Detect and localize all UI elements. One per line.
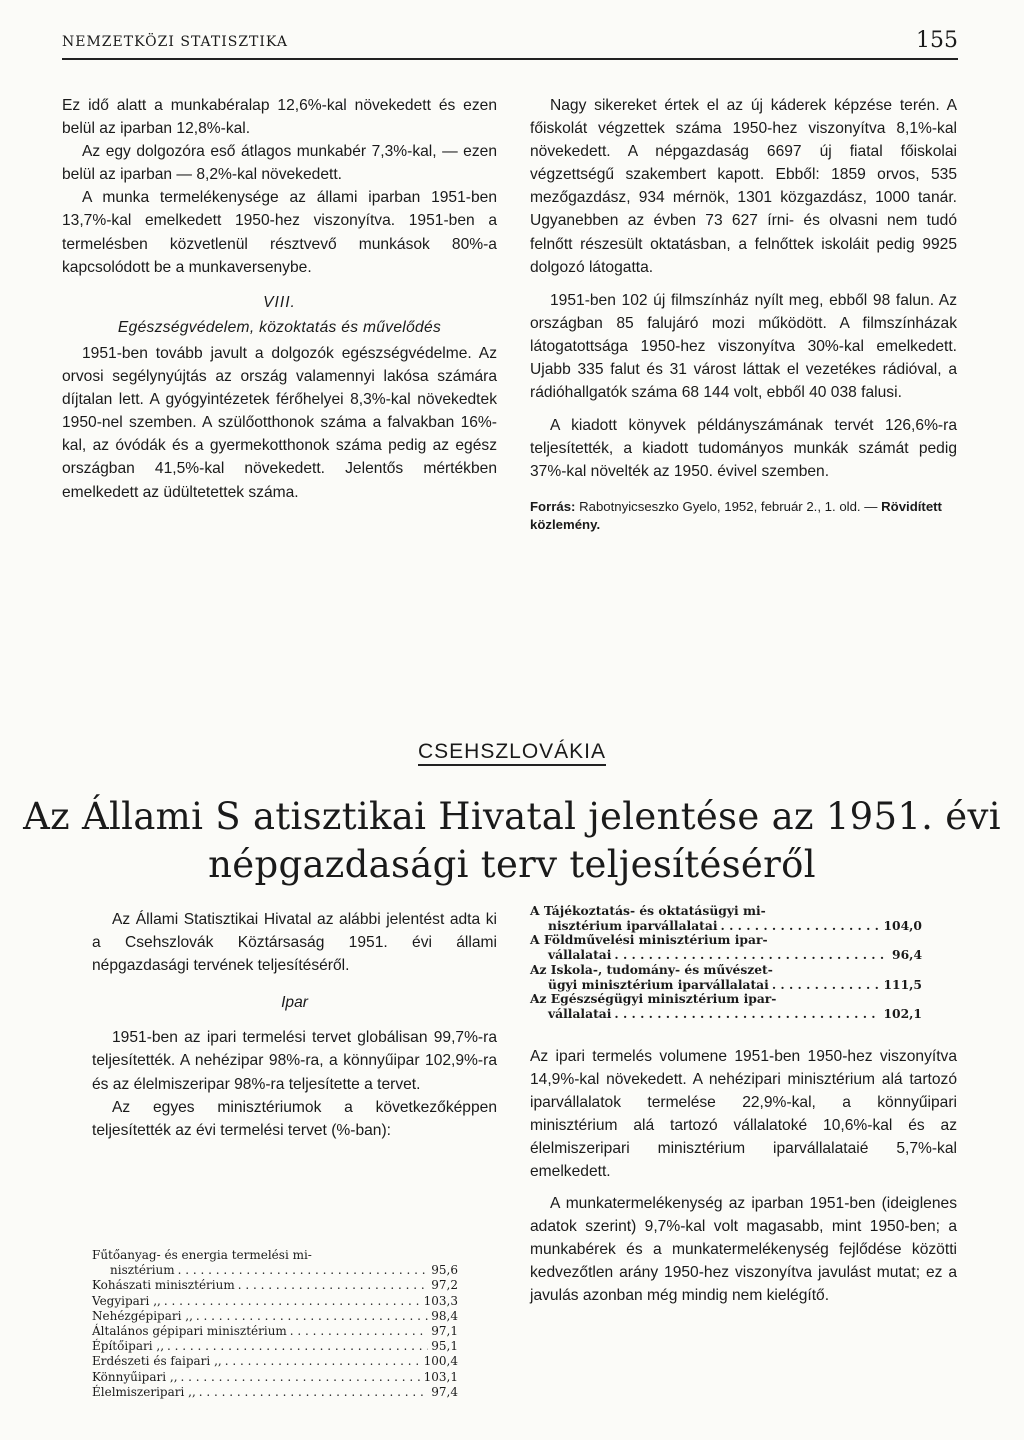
paragraph: Az egy dolgozóra eső átlagos munkabér 7,3%-kal, — ezen belül az iparban — 8,2%-kal növekedett. xyxy=(62,143,497,184)
table-row xyxy=(530,948,922,963)
row-value: 111,5 xyxy=(883,976,922,992)
bottom-right-column xyxy=(530,1045,957,1307)
paragraph: Nagy sikereket értek el az új káderek képzése terén. A főiskolát végzettek száma 1950-hez viszonyítva 8,1%-kal növekedett. A népgazdaság 6697 új fiatal főiskolai végzettségű szakembert kapott. Ebből: 1859 orvos, 535 mezőgazdász, 934 mérnök, 1301 közgazdász, 1000 tanár. Ugyanebben az évben 73 627 írni- és olvasni nem tudó felnőtt részesült oktatásban, a felnőttek iskoláit pedig 9925 dolgozó látogatta. xyxy=(530,97,957,276)
table-row xyxy=(92,1354,458,1369)
table-row xyxy=(92,1294,458,1309)
row-value: 95,1 xyxy=(431,1339,458,1354)
table-row xyxy=(530,904,922,919)
section-title: Egészségvédelem, közoktatás és művelődés xyxy=(117,318,442,336)
leader-dots xyxy=(721,919,881,934)
paragraph: Ez idő alatt a munkabéralap 12,6%-kal növekedett és ezen belül az iparban 12,8%-kal. xyxy=(62,97,497,138)
row-value: 102,1 xyxy=(883,1005,922,1021)
source-text: Rabotnyicseszko Gyelo, 1952, február 2., 1. old. — xyxy=(579,498,878,514)
article-title xyxy=(0,793,1024,889)
row-label: ügyi minisztérium iparvállalatai xyxy=(548,976,769,992)
row-value: 97,4 xyxy=(431,1384,458,1399)
leader-dots xyxy=(290,1324,428,1339)
paragraph: 1951-ben tovább javult a dolgozók egészségvédelme. Az orvosi segélynyújtás az ország valamennyi lakósa számára díjtalan lett. A gyógyintézetek férőhelyei 8,3%-kal növekedtek 1950-nel szemben. A szülőotthonok száma a falvakban 16%-kal, az óvódák és a gyermekotthonok száma pedig az egész országban 41,5%-kal növekedett. Jelentős mértékben emelkedett az üdültetettek száma. xyxy=(62,344,497,501)
page-number: 155 xyxy=(916,28,958,53)
ministry-table-right xyxy=(530,904,922,1022)
paragraph: A kiadott könyvek példányszámának tervét 126,6%-ra teljesítették, a kiadott tudományos munkák számát pedig 37%-kal növelték az 1950. évivel szemben. xyxy=(530,417,957,481)
country-name: CSEHSZLOVÁKIA xyxy=(418,740,606,766)
table-row xyxy=(530,1007,922,1022)
row-value: 100,4 xyxy=(423,1354,458,1369)
row-label: nisztérium iparvállalatai xyxy=(548,917,718,933)
row-label: Erdészeti és faipari ,, xyxy=(92,1354,222,1369)
row-value: 98,4 xyxy=(431,1308,458,1323)
leader-dots xyxy=(167,1339,428,1354)
table-row xyxy=(92,1324,458,1339)
table-row xyxy=(92,1339,458,1354)
table-row xyxy=(92,1370,458,1385)
table-row xyxy=(530,978,922,993)
leader-dots xyxy=(772,978,881,993)
table-row xyxy=(530,992,922,1007)
row-value: 103,1 xyxy=(423,1369,458,1384)
top-left-column xyxy=(62,94,497,504)
table-row xyxy=(92,1385,458,1400)
leader-dots xyxy=(614,1007,880,1022)
leader-dots xyxy=(614,948,889,963)
row-label: vállalatai xyxy=(548,947,612,963)
leader-dots xyxy=(238,1278,429,1293)
running-title: NEMZETKÖZI STATISZTIKA xyxy=(62,34,288,50)
country-heading xyxy=(0,740,1024,764)
paragraph: Az ipari termelés volumene 1951-ben 1950-hez viszonyítva 14,9%-kal növekedett. A nehézipari minisztérium alá tartozó iparvállalatok termelése 22,9%-kal, a könnyűipari minisztérium alá tartozó vállalatoké 10,6%-kal és az élelmiszeripari minisztérium iparvállalataié 5,7%-kal emelkedett. xyxy=(530,1048,957,1181)
ministry-table-left xyxy=(92,1248,458,1400)
table-row xyxy=(92,1263,458,1278)
paragraph: A munka termelékenysége az állami iparban 1951-ben 13,7%-kal emelkedett 1950-hez viszonyítva. 1951-ben a termelésben közvetlenül résztvevő munkások 80%-a kapcsolódott be a munkaversenybe. xyxy=(62,189,497,276)
row-label: Általános gépipari minisztérium xyxy=(92,1324,287,1339)
source-label: Forrás: xyxy=(530,498,576,514)
title-line-1: Az Állami S atisztikai Hivatal jelentése az 1951. évi xyxy=(23,795,1001,838)
leader-dots xyxy=(199,1385,429,1400)
row-label: Könnyűipari ,, xyxy=(92,1369,178,1384)
source-citation xyxy=(530,498,957,534)
intro-paragraph: Az Állami Statisztikai Hivatal az alábbi jelentést adta ki a Csehszlovák Köztársaság 1951. évi állami népgazdasági tervének teljesítéséről. xyxy=(92,911,497,975)
row-label: Az Egészségügyi minisztérium ipar- xyxy=(530,991,777,1007)
row-label: Élelmiszeripari ,, xyxy=(92,1384,196,1399)
row-label: A Földművelési minisztérium ipar- xyxy=(530,932,768,948)
running-header xyxy=(62,28,958,53)
row-label: vállalatai xyxy=(548,1005,612,1021)
top-right-column xyxy=(530,94,957,534)
row-value: 104,0 xyxy=(883,917,922,933)
table-row xyxy=(530,963,922,978)
row-value: 103,3 xyxy=(423,1293,458,1308)
leader-dots xyxy=(181,1370,421,1385)
row-label: nisztérium xyxy=(110,1263,175,1278)
header-rule xyxy=(62,58,958,60)
table-row xyxy=(530,933,922,948)
row-label: Az Iskola-, tudomány- és művészet- xyxy=(530,961,773,977)
paragraph: Az egyes minisztériumok a következőképpen teljesítették az évi termelési tervet (%-ban): xyxy=(92,1098,497,1139)
row-label: Fűtőanyag- és energia termelési mi- xyxy=(92,1248,312,1262)
paragraph: 1951-ben 102 új filmszínház nyílt meg, ebből 98 falun. Az országban 85 falujáró mozi működött. A filmszínházak látogatottsága 1950-hez viszonyítva 30%-kal emelkedett. Ujabb 335 falut és 31 várost láttak el vezetékes rádióval, a rádióhallgatók száma 68 144 volt, ebből 40 038 falusi. xyxy=(530,291,957,402)
row-label: Kohászati minisztérium xyxy=(92,1278,235,1293)
bottom-left-column xyxy=(92,908,497,1142)
paragraph: 1951-ben az ipari termelési tervet globálisan 99,7%-ra teljesítették. A nehézipar 98%-ra, a könnyűipar 102,9%-ra és az élelmiszeripar 98%-ra teljesítette a tervet. xyxy=(92,1029,497,1093)
row-value: 95,6 xyxy=(431,1263,458,1278)
leader-dots xyxy=(225,1354,421,1369)
row-value: 97,1 xyxy=(431,1324,458,1339)
table-row xyxy=(92,1248,458,1263)
row-label: Nehézgépipari ,, xyxy=(92,1308,193,1323)
row-value: 96,4 xyxy=(892,947,922,963)
section-number: VIII. xyxy=(263,293,296,311)
table-row xyxy=(92,1278,458,1293)
row-label: Vegyipari ,, xyxy=(92,1293,161,1308)
title-line-2: népgazdasági terv teljesítéséről xyxy=(208,843,816,886)
leader-dots xyxy=(196,1309,428,1324)
row-value: 97,2 xyxy=(431,1278,458,1293)
paragraph: A munkatermelékenység az iparban 1951-ben (ideiglenes adatok szerint) 9,7%-kal volt magasabb, mint 1950-ben; a munkabérek és a munkatermelékenység fejlődése közötti kedvezőtlen arány 1950-hez viszonyítva javulást mutat; ez a javulás azonban még mindig nem kielégítő. xyxy=(530,1194,957,1304)
row-label: A Tájékoztatás- és oktatásügyi mi- xyxy=(530,903,766,918)
table-row xyxy=(530,919,922,934)
leader-dots xyxy=(178,1263,429,1278)
row-label: Építőipari ,, xyxy=(92,1339,165,1354)
leader-dots xyxy=(164,1294,421,1309)
table-row xyxy=(92,1309,458,1324)
subheading: Ipar xyxy=(281,994,308,1012)
source-note: Rövidített közlemény. xyxy=(530,498,942,532)
